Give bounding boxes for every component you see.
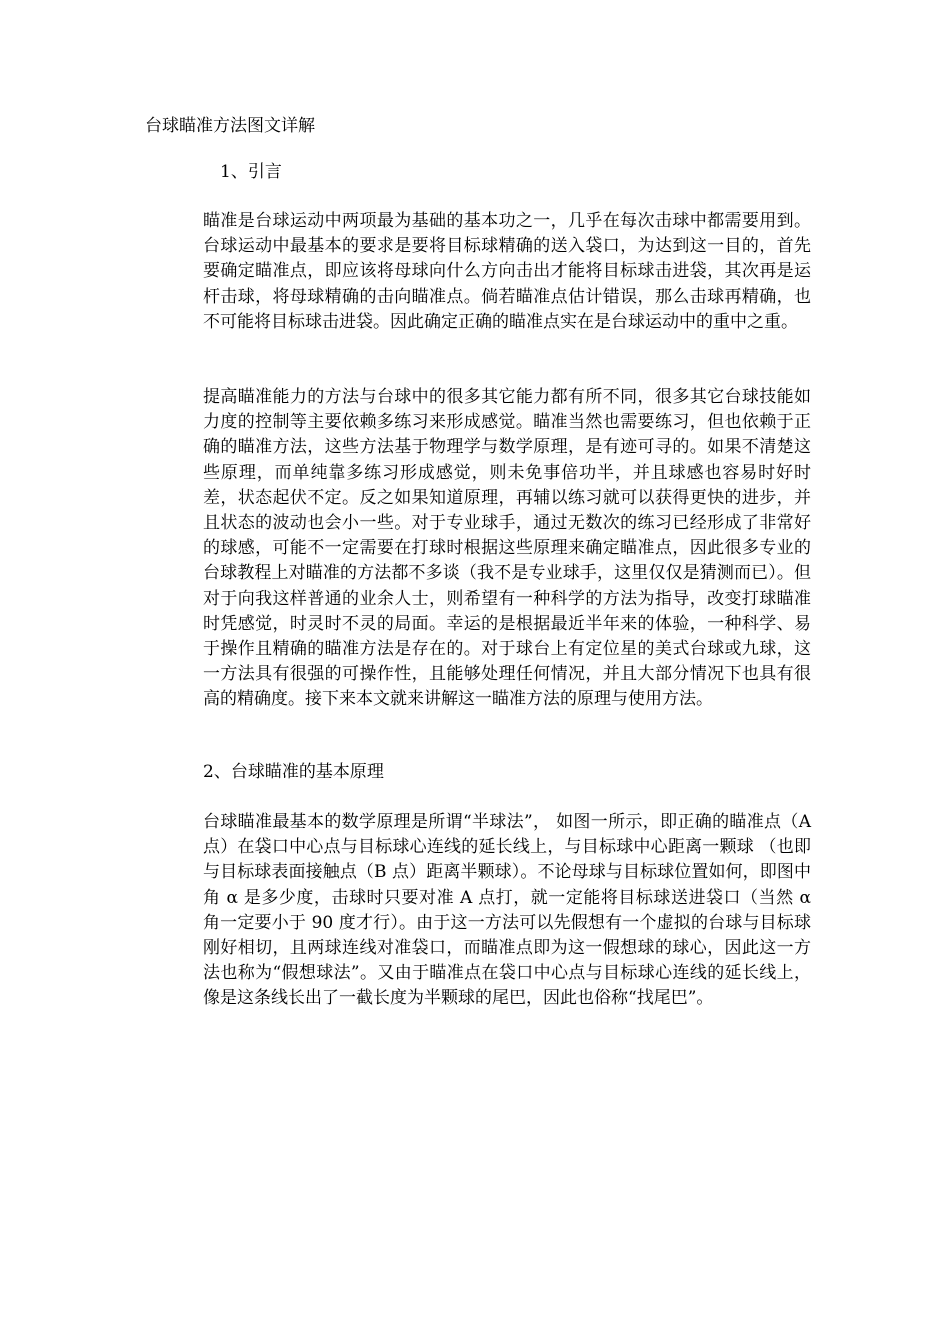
paragraph-aiming-method: 提高瞄准能力的方法与台球中的很多其它能力都有所不同，很多其它台球技能如力度的控制等主要依赖多练习来形成感觉。瞄准当然也需要练习，但也依赖于正确的瞄准方法，这些方法基于物理学与数学原理，是有迹可寻的。如果不清楚这些原理，而单纯靠多练习形成感觉，则未免事倍功半，并且球感也容易时好时差，状态起伏不定。反之如果知道原理，再辅以练习就可以获得更快的进步，并且状态的波动也会小一些。对于专业球手，通过无数次的练习已经形成了非常好的球感，可能不一定需要在打球时根据这些原理来确定瞄准点，因此很多专业的台球教程上对瞄准的方法都不多谈（我不是专业球手，这里仅仅是猜测而已）。但对于向我这样普通的业余人士，则希望有一种科学的方法为指导，改变打球瞄准时凭感觉，时灵时不灵的局面。幸运的是根据最近半年来的体验，一种科学、易于操作且精确的瞄准方法是存在的。对于球台上有定位星的美式台球或九球，这一方法具有很强的可操作性，且能够处理任何情况，并且大部分情况下也具有很高的精确度。接下来本文就来讲解这一瞄准方法的原理与使用方法。 — [203, 387, 811, 710]
section-heading-basic-principle: 2、台球瞄准的基本原理 — [203, 762, 384, 782]
paragraph-aiming-importance: 瞄准是台球运动中两项最为基础的基本功之一，几乎在每次击球中都需要用到。台球运动中最基本的要求是要将目标球精确的送入袋口，为达到这一目的，首先要确定瞄准点，即应该将母球向什么方向击出才能将目标球击进袋，其次再是运杆击球，将母球精确的击向瞄准点。倘若瞄准点估计错误，那么击球再精确，也不可能将目标球击进袋。因此确定正确的瞄准点实在是台球运动中的重中之重。 — [203, 211, 811, 332]
section-heading-introduction: 1、引言 — [220, 162, 282, 182]
paragraph-half-ball-method: 台球瞄准最基本的数学原理是所谓“半球法”， 如图一所示，即正确的瞄准点（A 点）在袋口中心点与目标球心连线的延长线上，与目标球中心距离一颗球 （也即与目标球表面接触点（B 点）距离半颗球）。不论母球与目标球位置如何，即图中角 α 是多少度，击球时只要对准 A 点打，就一定能将目标球送进袋口（当然 α 角一定要小于 90 度才行）。由于这一方法可以先假想有一个虚拟的台球与目标球刚好相切，且两球连线对准袋口，而瞄准点即为这一假想球的球心，因此这一方 法也称为“假想球法”。又由于瞄准点在袋口中心点与目标球心连线的延长线上，像是这条线长出了一截长度为半颗球的尾巴，因此也俗称“找尾巴”。 — [203, 812, 811, 1009]
document-title: 台球瞄准方法图文详解 — [145, 116, 315, 136]
